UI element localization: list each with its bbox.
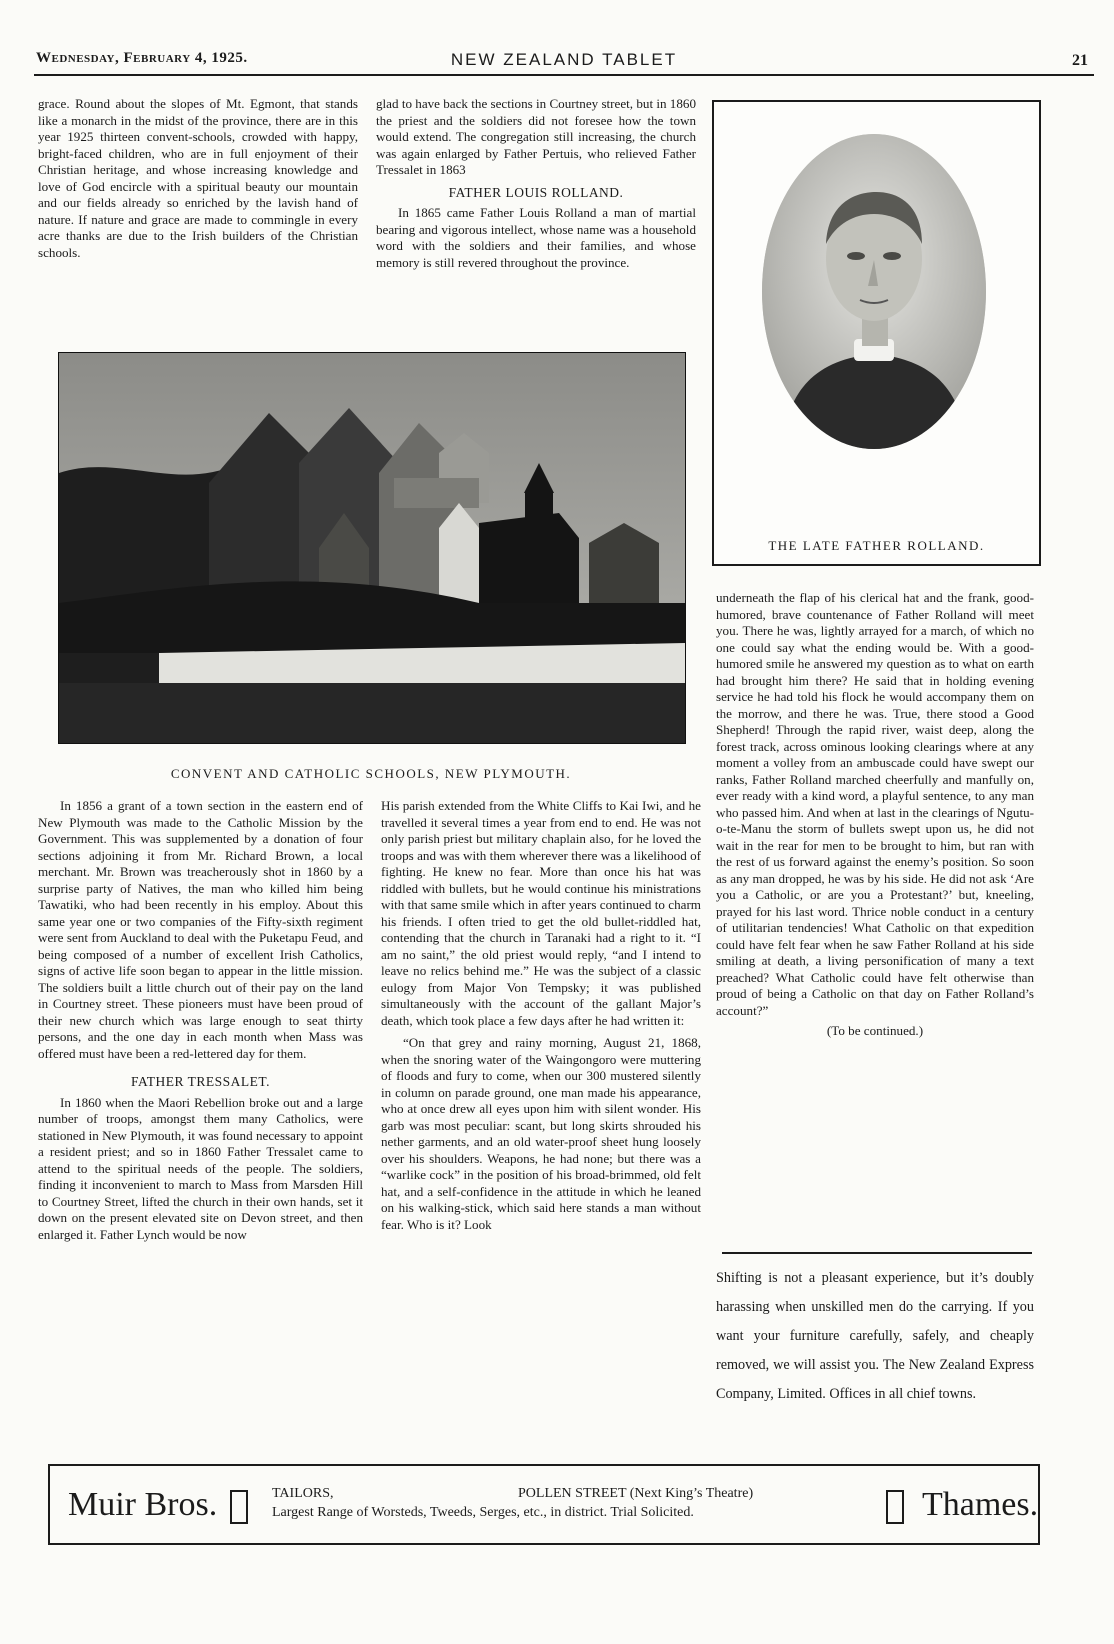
section-divider	[722, 1252, 1032, 1254]
portrait-frame	[712, 100, 1041, 566]
section-heading-tressalet: FATHER TRESSALET.	[130, 1074, 270, 1089]
page-number: 21	[1072, 52, 1088, 69]
newspaper-title: NEW ZEALAND TABLET	[450, 50, 678, 69]
paragraph: In 1865 came Father Louis Rolland a man of martial bearing and vigorous intellect, whose name was a household word with the soldiers and their families, and whose memory is still revered throughout the province.	[376, 205, 696, 270]
advert-box-ornament	[230, 1490, 248, 1524]
paragraph: In 1856 a grant of a town section in the eastern end of New Plymouth was made to the Catholic Mission by the Government. This was supplemented by a donation of four sections adjoining it from Mr. Richard Brown, a local merchant. Mr. Brown was treacherously shot in 1860 by a surprise party of Natives, the man who killed him being Tawatiki, who had been recently in his employ. About this same year one or two companies of the Fifty-sixth regiment were sent from Auckland to deal with the Puketapu Feud, and being composed of a number of excellent Irish Catholics, signs of active life soon began to appear in the little mission. The soldiers built a little church out of their pay on the land in Courtney street. These pioneers must have been proud of their new church which was large enough to seat thirty persons, and the one day in each month when Mass was offered must have been a red-lettered day for them.	[38, 798, 363, 1061]
priest-portrait-illustration	[762, 134, 986, 449]
portrait-caption: THE LATE FATHER ROLLAND.	[768, 538, 985, 553]
advert-business-name: Muir Bros.	[68, 1486, 218, 1523]
convent-schools-illustration	[59, 353, 685, 743]
page-header	[34, 44, 1094, 76]
article-col3	[716, 590, 1034, 1040]
portrait-photo	[762, 134, 986, 449]
paragraph: underneath the flap of his clerical hat and the frank, good-humored, brave countenance of Father Rolland will meet you. There he was, lightly arrayed for a march, of which no one could say what the ending would be. With a good-humored smile he answered my question as to what on earth had brought him there? He said that in holding evening service he had told his flock he would accompany them on the morrow, and there he was. True, there stood a Good Shepherd! Through the rapid river, waist deep, along the forest track, across ominous looking clearings where at any moment a volley from an ambuscade could have swept our ranks, Father Rolland marched cheerfully and manfully on, ever ready with a kind word, a playful sentence, to any man who passed him. And when at last in the clearings of Ngutu-o-te-Manu the storm of bullets swept upon us, he did not wait in the rear for men to be brought to him, but ran with the rest of us forward against the enemy’s position. So soon as any man dropped, he was by his side. He did not ask ‘Are you a Catholic, or are you a Protestant?’ but, kneeling, prayed for his last word. Thrice noble conduct in a century of utilitarian tendencies! What Catholic on that expedition could have felt fear when he saw Father Rolland at his side smiling at death, a living personification of many a text preached? What Catholic could have felt otherwise than proud of being a Catholic on that day on Father Rolland’s account?”	[716, 590, 1034, 1018]
paragraph: grace. Round about the slopes of Mt. Egmont, that stands like a monarch in the midst of the province, there are in this year 1925 thirteen convent-schools, crowded with happy, bright-faced children, who are in full enjoyment of their Christian heritage, and whose increasing knowledge and love of God encircle with a spiritual beauty our mountain and our fields already so enriched by the lavish hand of nature. If nature and grace are made to commingle in every acre thanks are due to the Irish builders of the Christian schools.	[38, 96, 358, 260]
article-col1	[38, 798, 363, 1243]
continued-note: (To be continued.)	[826, 1023, 924, 1038]
paragraph: “On that grey and rainy morning, August 21, 1868, when the snoring water of the Waingongoro were muttering of floods and fury to come, when our 300 mustered silently in column on parade ground, one man made his appearance, who at once drew all eyes upon him with silent wonder. His garb was most peculiar: scant, but long skirts shrouded his nether garments, and an old water-proof sheet hung loosely over his shoulders. Weapons, he had none; but there was a “warlike cock” in the position of his broad-brimmed, old felt hat, and a self-confidence in the attitude in which he leaned on his walking-stick, which said here stands a man without fear. Who is it? Look	[381, 1035, 701, 1232]
advert-details: Largest Range of Worsteds, Tweeds, Serges, etc., in district. Trial Solicited.	[272, 1505, 694, 1520]
advert-box-ornament	[886, 1490, 904, 1524]
article-col1-top	[38, 96, 358, 261]
article-col2	[381, 798, 701, 1233]
issue-date: Wednesday, February 4, 1925.	[36, 50, 248, 66]
advert-trade: TAILORS,	[272, 1486, 334, 1501]
paragraph: glad to have back the sections in Courtney street, but in 1860 the priest and the soldiers did not foresee how the town would extend. The congregation still increasing, the church was again enlarged by Father Pertuis, who relieved Father Tressalet in 1863	[376, 96, 696, 177]
advert-address: POLLEN STREET (Next King’s Theatre)	[518, 1486, 754, 1501]
paragraph: His parish extended from the White Cliffs to Kai Iwi, and he travelled it several times a year from end to end. He was not only parish priest but military chaplain also, for he loved the troops and was with them wherever there was a likelihood of fighting. He knew no fear. More than once his hat was riddled with bullets, but he would continue his ministrations with that same smile which in after years continued to charm his friends. I often tried to get the old bullet-riddled hat, contending that the church in Taranaki had a right to it. “I am no saint,” the old priest would reply, “and I intend to leave no relics behind me.” He was the subject of a classic eulogy from Major Von Tempsky; it was published simultaneously with the account of the gallant Major’s death, which took place a few days after he had written it:	[381, 798, 701, 1028]
muir-bros-advert	[48, 1464, 1040, 1545]
advert-town: Thames.	[922, 1486, 1039, 1523]
express-company-advert: Shifting is not a pleasant experience, but it’s doubly harassing when unskilled men do the carrying. If you want your furniture carefully, safely, and cheaply removed, we will assist you. The New Zealand Express Company, Limited. Offices in all chief towns.	[716, 1270, 1034, 1402]
paragraph: In 1860 when the Maori Rebellion broke out and a large number of troops, amongst them many Catholics, were stationed in New Plymouth, it was found necessary to appoint a resident priest; and so in 1860 Father Tressalet came to attend to the spiritual needs of the people. The soldiers, finding it inconvenient to march to Mass from Marsden Hill to Courtney Street, lifted the church in their own hands, set it down on the present elevated site on Devon street, and then enlarged it. Father Lynch would be now	[38, 1094, 363, 1242]
convent-photo-caption: CONVENT AND CATHOLIC SCHOOLS, NEW PLYMOUTH.	[170, 766, 572, 781]
convent-photo	[58, 352, 686, 744]
section-heading-rolland: FATHER LOUIS ROLLAND.	[448, 184, 624, 200]
article-col2-top	[376, 96, 696, 271]
